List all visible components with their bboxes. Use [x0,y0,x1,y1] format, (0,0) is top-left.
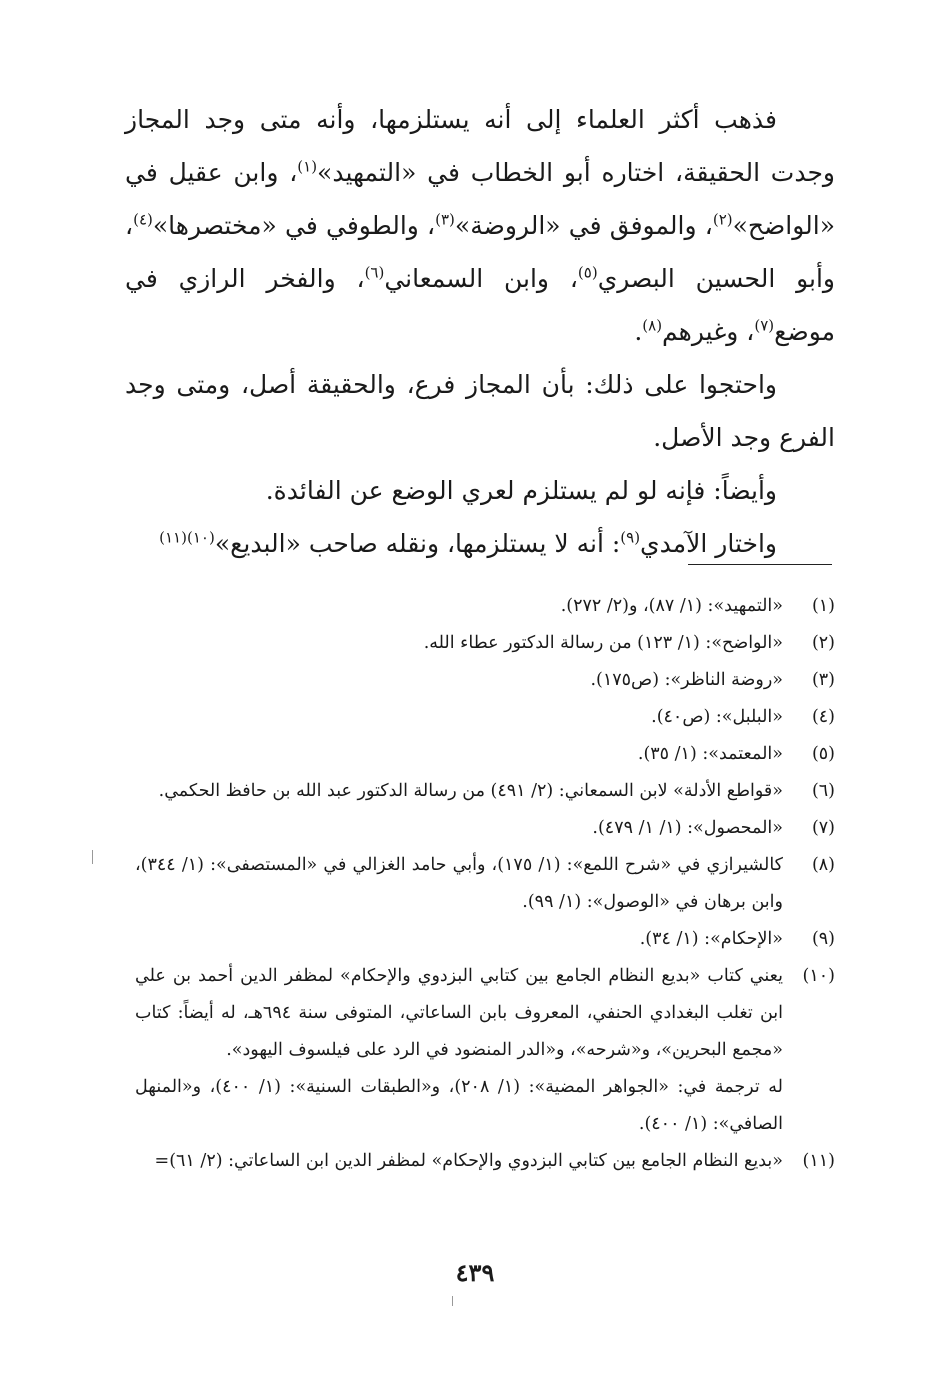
footnote-number: (٢) [811,633,835,653]
footnote-text: «الإحكام»: (١/ ٣٤). [639,929,783,949]
footnote-number: (٣) [811,670,835,690]
footnote-9 [135,921,835,958]
footnote-text: «روضة الناظر»: (ص١٧٥). [590,670,783,690]
footnote-5 [135,736,835,773]
footnote-number: (١٠) [802,966,835,986]
footnote-number: (٤) [811,707,835,727]
footnote-number: (١١) [802,1151,835,1171]
main-text [125,93,835,570]
footnote-text: كالشيرازي في «شرح اللمع»: (١/ ١٧٥)، وأبي حامد الغزالي في «المستصفى»: (١/ ٣٤٤)، وابن برهان في «الوصول»: (١/ ٩٩). [135,855,784,912]
page-number: ٤٣٩ [455,1258,495,1287]
footnote-10 [135,958,835,1143]
footnote-text: «التمهيد»: (١/ ٨٧)، و(٢/ ٢٧٢). [560,596,783,616]
footnote-6 [135,773,835,810]
footnote-ref-4[interactable]: (٤) [133,210,153,229]
paragraph-1: فذهب أكثر العلماء إلى أنه يستلزمها، وأنه متى وجد المجاز وجدت الحقيقة، اختاره أبو الخطاب في «التمهيد»$^{(١)}$، وابن عقيل في «الواضح»$^{(٢)}$، والموفق في «الروضة»$^{(٣)}$، والطوفي في «مختصرها»$^{(٤)}$، وأبو الحسين البصري$^{(٥)}$، وابن السمعاني$^{(٦)}$، والفخر الرازي في موضع$^{(٧)}$، وغيرهم$^{(٨)}$. [125,105,836,346]
footnote-2 [135,625,835,662]
paragraph-2: واحتجوا على ذلك: بأن المجاز فرع، والحقيقة أصل، ومتى وجد الفرع وجد الأصل. [125,370,835,452]
footnote-text: «الواضح»: (١/ ١٢٣) من رسالة الدكتور عطاء الله. [423,633,783,653]
footnote-8 [135,847,835,921]
footnote-number: (٧) [811,818,835,838]
footnote-ref-7[interactable]: (٧) [754,316,775,335]
footnote-ref-10[interactable]: (١٠) [186,528,215,547]
footnote-number: (٨) [811,855,835,875]
footnote-7 [135,810,835,847]
footnote-text: «المحصول»: (١/ ١/ ٤٧٩). [592,818,783,838]
footnote-text: «البلبل»: (ص٤٠). [651,707,783,727]
footnote-number: (١) [811,596,835,616]
footnote-ref-11[interactable]: (١١) [159,528,187,547]
footnotes [135,588,835,1180]
footnote-separator [688,564,832,565]
margin-mark [452,1296,453,1306]
footnote-3 [135,662,835,699]
footnote-ref-2[interactable]: (٢) [712,210,733,229]
footnote-11 [135,1143,835,1180]
footnote-text-continued: له ترجمة في: «الجواهر المضية»: (١/ ٢٠٨)، و«الطبقات السنية»: (١/ ٤٠٠)، و«المنهل الصافي»: (١/ ٤٠٠). [135,1077,783,1134]
footnote-ref-8[interactable]: (٨) [642,316,663,335]
footnote-ref-1[interactable]: (١) [297,157,318,176]
paragraph-4: واختار الآمدي$^{(٩)}$: أنه لا يستلزمها، ونقله صاحب «البديع»$^{(١٠)(١١)}$ [159,528,777,558]
footnote-ref-5[interactable]: (٥) [577,263,598,282]
footnote-ref-9[interactable]: (٩) [620,528,641,547]
footnote-text: يعني كتاب «بديع النظام الجامع بين كتابي البزدوي والإحكام» لمظفر الدين أحمد بن علي ابن تغلب البغدادي الحنفي، المعروف بابن الساعاتي، المتوفى سنة ٦٩٤هـ، له أيضاً: كتاب «مجمع البحرين»، و«شرحه»، و«الدر المنضود في الرد على فيلسوف اليهود». له ترجمة في: «الجواهر المضية»: (١/ ٢٠٨)، و«الطبقات السنية»: (١/ ٤٠٠)، و«المنهل الصافي»: (١/ ٤٠٠). [135,966,784,1134]
footnote-ref-3[interactable]: (٣) [435,210,455,229]
footnote-ref-6[interactable]: (٦) [364,263,385,282]
footnote-number: (٩) [811,929,835,949]
footnote-1 [135,588,835,625]
footnote-text: «بديع النظام الجامع بين كتابي البزدوي والإحكام» لمظفر الدين ابن الساعاتي: (٢/ ٦١)= [154,1151,783,1171]
paragraph-3: وأيضاً: فإنه لو لم يستلزم لعري الوضع عن الفائدة. [265,476,777,505]
footnote-text: «المعتمد»: (١/ ٣٥). [637,744,783,764]
footnote-text: «قواطع الأدلة» لابن السمعاني: (٢/ ٤٩١) من رسالة الدكتور عبد الله بن حافظ الحكمي. [158,781,783,801]
footnote-number: (٥) [811,744,835,764]
margin-mark [92,850,93,864]
footnote-4 [135,699,835,736]
footnote-number: (٦) [811,781,835,801]
